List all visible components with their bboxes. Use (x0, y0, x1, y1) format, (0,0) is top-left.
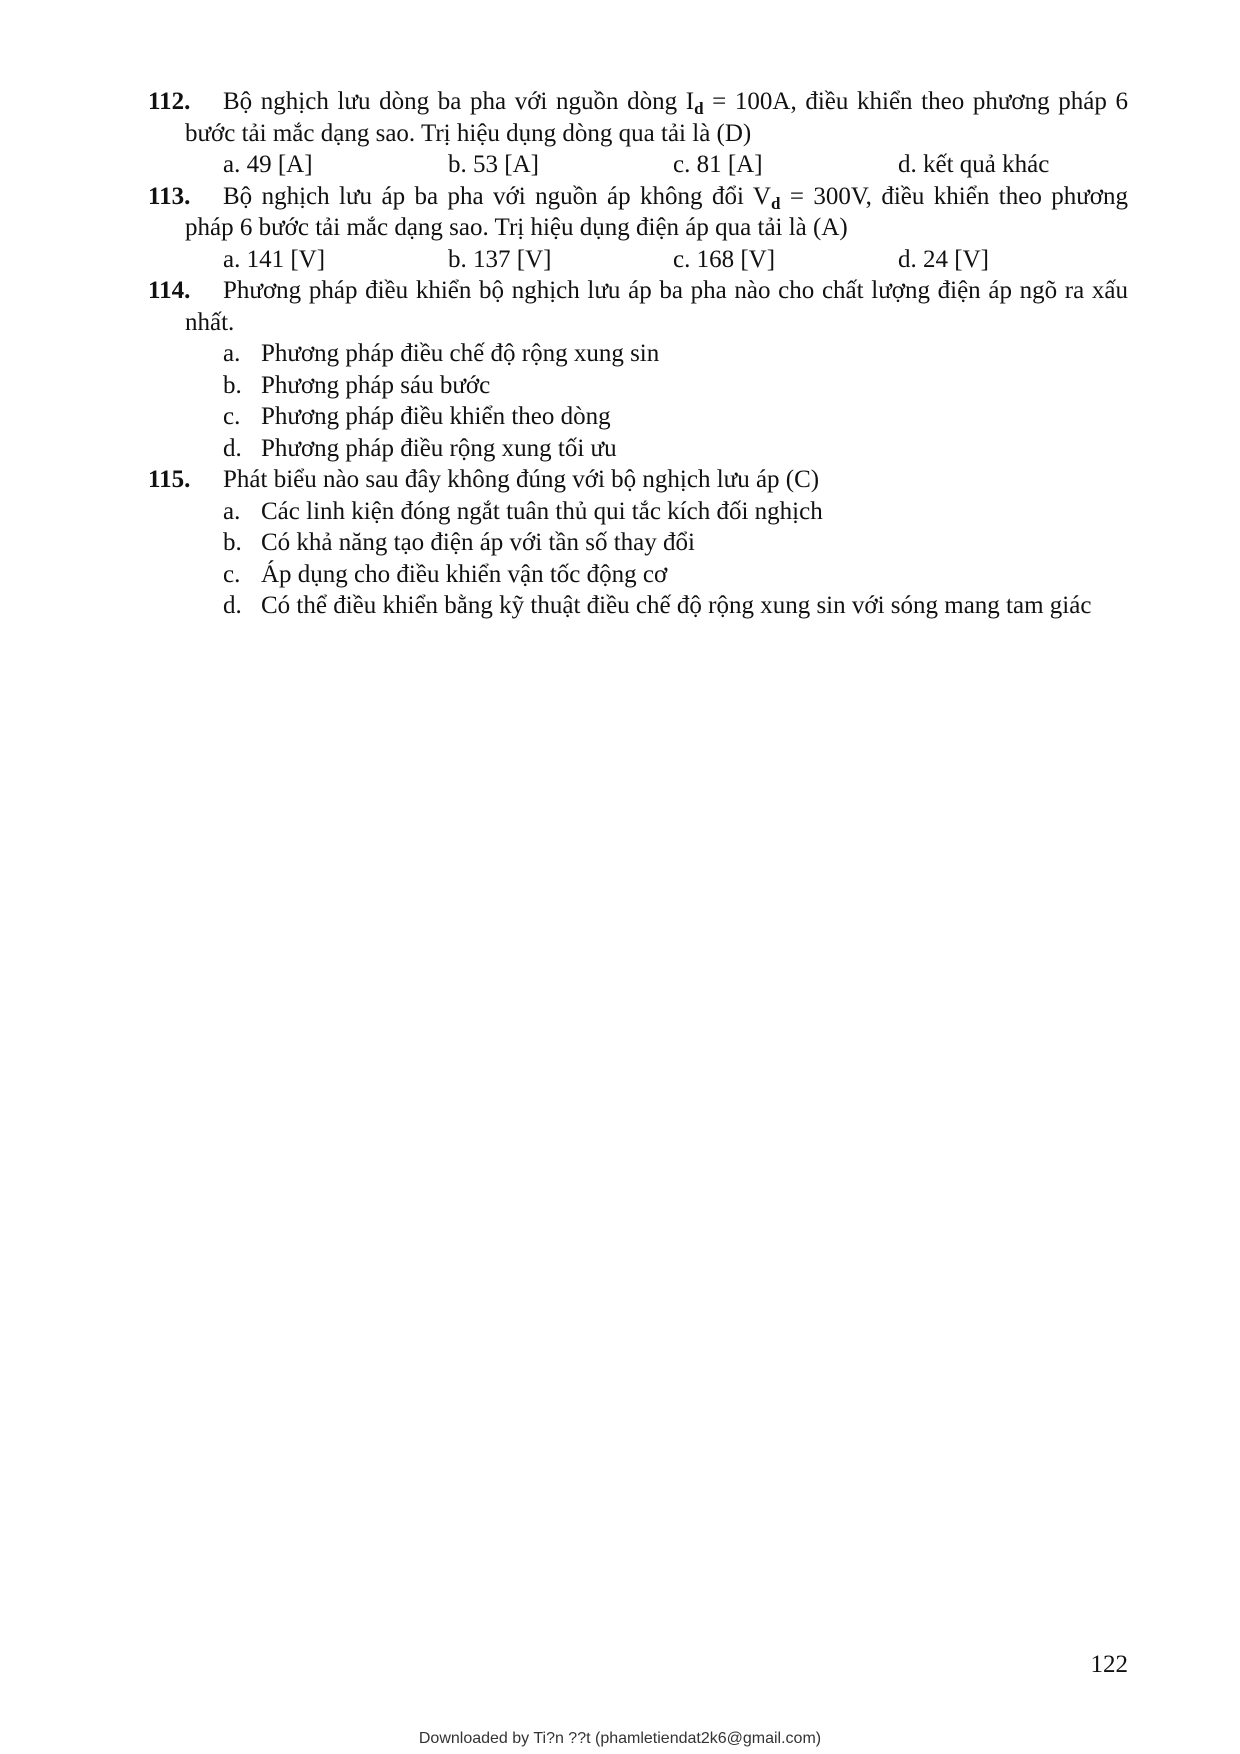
question-number: 114. (148, 277, 191, 304)
question-115 (148, 464, 1128, 622)
question-113 (148, 181, 1128, 276)
answer-options (148, 496, 1128, 622)
question-stem: Phương pháp điều khiển bộ nghịch lưu áp ba pha nào cho chất lượng điện áp ngõ ra xấu nhất. (185, 277, 1128, 336)
question-number: 112. (148, 88, 191, 115)
option-text: Phương pháp điều rộng xung tối ưu (261, 434, 617, 462)
option-text: Phương pháp điều chế độ rộng xung sin (261, 340, 660, 367)
answer-options (148, 244, 1128, 276)
answer-option-b (223, 370, 1128, 402)
option-label: b. (223, 371, 242, 399)
answer-option-d (223, 433, 1128, 465)
answer-option-a: a. 49 [A] (223, 151, 313, 178)
download-footer: Downloaded by Ti?n ??t (phamletiendat2k6@gmail.com) (418, 1730, 822, 1747)
question-number: 113. (148, 182, 191, 210)
option-text: Các linh kiện đóng ngắt tuân thủ qui tắc kích đối nghịch (261, 497, 823, 525)
answer-option-b (223, 527, 1128, 559)
answer-option-c: c. 168 [V] (673, 245, 776, 273)
option-label: c. (223, 560, 241, 588)
question-stem: Phát biểu nào sau đây không đúng với bộ nghịch lưu áp (C) (223, 466, 820, 493)
question-stem: Bộ nghịch lưu áp ba pha với nguồn áp không đổi $V_d = 300V$, điều khiển theo phương pháp 6 bước tải mắc dạng sao. Trị hiệu dụng điện áp qua tải là (A) (185, 182, 1129, 241)
answer-option-d: d. 24 [V] (898, 245, 989, 273)
answer-option-a (223, 338, 1128, 370)
answer-option-c: c. 81 [A] (673, 151, 763, 178)
option-text: Có thể điều khiển bằng kỹ thuật điều chế độ rộng xung sin với sóng mang tam giác (261, 592, 1092, 619)
answer-option-b: b. 137 [V] (448, 245, 552, 273)
option-text: Áp dụng cho điều khiển vận tốc động cơ (261, 560, 668, 588)
answer-option-d (223, 590, 1128, 622)
page-number: 122 (1090, 1651, 1128, 1678)
answer-options (148, 149, 1128, 181)
question-112 (148, 86, 1128, 181)
answer-option-c (223, 401, 1128, 433)
option-label: d. (223, 592, 242, 619)
answer-option-c (223, 559, 1128, 591)
answer-option-a (223, 496, 1128, 528)
option-label: d. (223, 434, 242, 462)
answer-option-b: b. 53 [A] (448, 151, 539, 178)
option-text: Có khả năng tạo điện áp với tần số thay đổi (261, 529, 695, 556)
option-label: c. (223, 403, 241, 430)
option-label: a. (223, 497, 241, 525)
option-text: Phương pháp sáu bước (261, 371, 491, 399)
document-page (148, 86, 1128, 622)
option-label: b. (223, 529, 242, 556)
question-114 (148, 275, 1128, 464)
answer-options (148, 338, 1128, 464)
option-label: a. (223, 340, 241, 367)
option-text: Phương pháp điều khiển theo dòng (261, 403, 611, 430)
answer-option-a: a. 141 [V] (223, 245, 326, 273)
answer-option-d: d. kết quả khác (898, 151, 1050, 178)
question-stem: Bộ nghịch lưu dòng ba pha với nguồn dòng $I_d = 100A$, điều khiển theo phương pháp 6 bước tải mắc dạng sao. Trị hiệu dụng dòng qua tải là (D) (185, 88, 1128, 147)
question-number: 115. (148, 466, 191, 493)
